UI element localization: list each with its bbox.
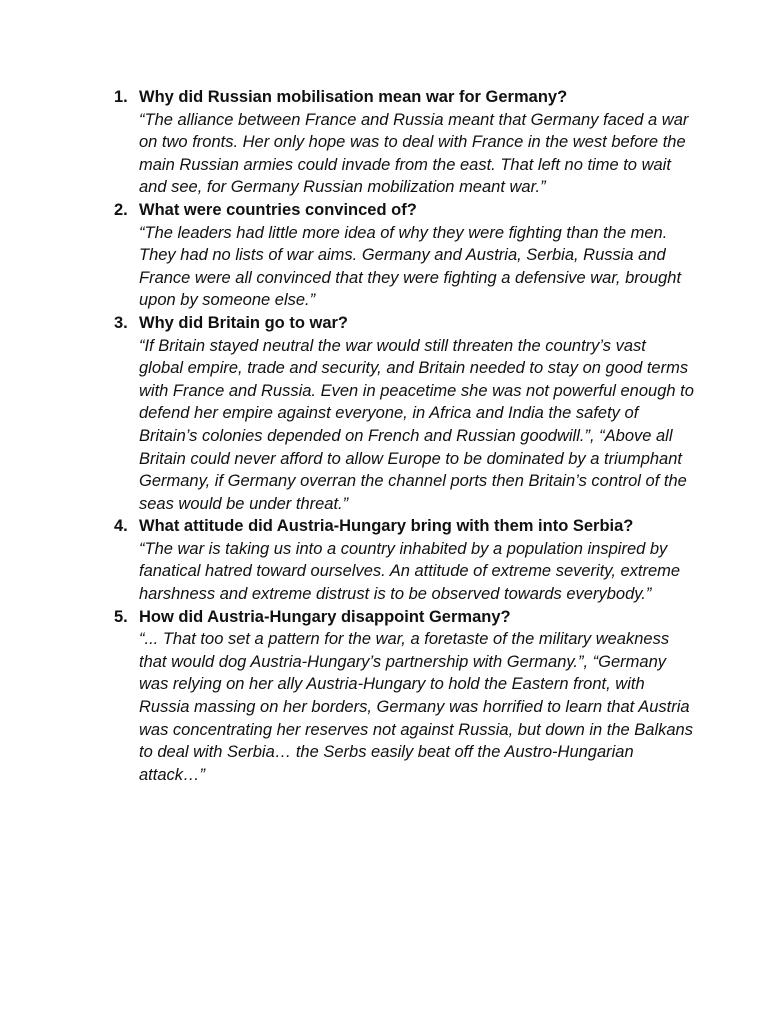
question-text: Why did Britain go to war?: [139, 313, 348, 332]
question-text: What were countries convinced of?: [139, 200, 417, 219]
question-item-2: [114, 199, 694, 312]
question-number: 5.: [114, 607, 128, 626]
answer-quote: “... That too set a pattern for the war, a foretaste of the military weakness that would dog Austria-Hungary’s partnership with Germany.”, “Germany was relying on her ally Austria-Hungary to hold the Eastern front, with Russia massing on her borders, Germany was horrified to learn that Austria was concentrating her reserves not against Russia, but down in the Balkans to deal with Serbia… the Serbs easily beat off the Austro-Hungarian attack…”: [139, 630, 693, 784]
question-number: 1.: [114, 88, 128, 106]
question-item-1: [114, 86, 694, 199]
answer-quote: “The war is taking us into a country inhabited by a population inspired by fanatical hatred toward ourselves. An attitude of extreme severity, extreme harshness and extreme distrust is to be observed towards everybody.”: [139, 539, 681, 604]
answer-quote: “If Britain stayed neutral the war would still threaten the country’s vast global empire, trade and security, and Britain needed to stay on good terms with France and Russia. Even in peacetime she was not powerful enough to defend her empire against everyone, in Africa and India the safety of Britain’s colonies depended on French and Russian goodwill.”, “Above all Britain could never afford to allow Europe to be dominated by a triumphant Germany, if Germany overran the channel ports then Britain’s control of the seas would be under threat.”: [139, 336, 694, 513]
answer-quote: “The alliance between France and Russia meant that Germany faced a war on two fronts. Her only hope was to deal with France in the west before the main Russian armies could invade from the east. That left no time to wait and see, for Germany Russian mobilization meant war.”: [139, 110, 689, 197]
answer-quote: “The leaders had little more idea of why they were fighting than the men. They had no lists of war aims. Germany and Austria, Serbia, Russia and France were all convinced that they were fighting a defensive war, brought upon by someone else.”: [139, 223, 682, 310]
question-text: Why did Russian mobilisation mean war for Germany?: [139, 88, 568, 106]
question-item-5: [114, 606, 694, 787]
question-list: [114, 86, 694, 786]
question-number: 2.: [114, 200, 128, 219]
question-text: What attitude did Austria-Hungary bring with them into Serbia?: [139, 517, 634, 536]
question-text: How did Austria-Hungary disappoint Germany?: [139, 607, 511, 626]
question-item-3: [114, 312, 694, 515]
question-number: 3.: [114, 313, 128, 332]
question-number: 4.: [114, 517, 128, 536]
question-item-4: [114, 515, 694, 605]
